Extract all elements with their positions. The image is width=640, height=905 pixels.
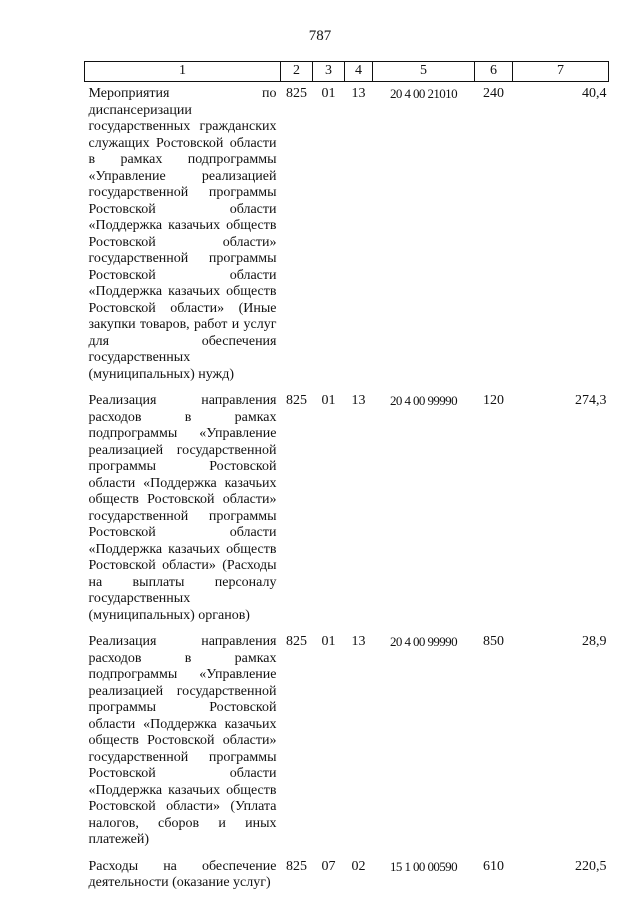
header-col-3: 3 [313,62,345,82]
row-description: Реализация направления расходов в рамках подпрограммы «Управление реализацией государственной программы Ростовской области «Поддержка казачьих обществ Ростовской области» государственной программы Ростовской области «Поддержка казачьих обществ Ростовской области» (Уплата налогов, сборов и иных платежей) [88,634,277,847]
row-section-code: 01 [321,634,336,649]
row-expense-type: 240 [483,86,504,101]
row-expense-type: 610 [483,858,504,874]
row-ministry-code: 825 [286,634,307,649]
header-col-7: 7 [513,62,609,82]
row-description: Реализация направления расходов в рамках подпрограммы «Управление реализацией государственной программы Ростовской области «Поддержка казачьих обществ Ростовской области» государственной программы Ростовской области «Поддержка казачьих обществ Ростовской области» (Расходы на выплаты персоналу государственных (муниципальных) органов) [88,393,277,623]
row-amount: 40,4 [582,86,607,101]
header-col-4: 4 [345,62,373,82]
row-section-code: 07 [321,858,336,874]
row-target-article: 20 4 00 21010 [390,86,457,101]
table-row [85,389,609,630]
row-amount: 28,9 [582,634,607,649]
row-ministry-code: 825 [286,393,307,408]
row-amount: 274,3 [575,393,607,408]
row-amount: 220,5 [575,858,607,874]
row-subsection-code: 02 [351,858,366,874]
header-col-5: 5 [373,62,475,82]
row-target-article: 15 1 00 00590 [390,858,457,874]
header-row [85,62,609,82]
row-description: Мероприятия по диспансеризации государственных гражданских служащих Ростовской области в рамках подпрограммы «Управление реализацией государственной программы Ростовской области «Поддержка казачьих обществ Ростовской области» государственной программы Ростовской области «Поддержка казачьих обществ Ростовской области» (Иные закупки товаров, работ и услуг для обеспечения государственных (муниципальных) нужд) [88,86,277,382]
table-row [85,82,609,390]
row-target-article: 20 4 00 99990 [390,393,457,408]
row-expense-type: 850 [483,634,504,649]
row-ministry-code: 825 [286,86,307,101]
header-col-6: 6 [475,62,513,82]
row-ministry-code: 825 [286,858,307,874]
header-col-1: 1 [85,62,281,82]
row-description: Расходы на обеспечение деятельности (оказание услуг) [88,858,277,890]
row-section-code: 01 [321,86,336,101]
table-row [85,630,609,855]
table-header [85,62,609,82]
header-col-2: 2 [281,62,313,82]
row-subsection-code: 13 [351,393,366,408]
page-number: 787 [308,28,332,44]
row-subsection-code: 13 [351,86,366,101]
row-section-code: 01 [321,393,336,408]
budget-table [84,61,609,898]
table-body [85,82,609,898]
table-row [85,855,609,898]
row-target-article: 20 4 00 99990 [390,634,457,649]
row-subsection-code: 13 [351,634,366,649]
row-expense-type: 120 [483,393,504,408]
